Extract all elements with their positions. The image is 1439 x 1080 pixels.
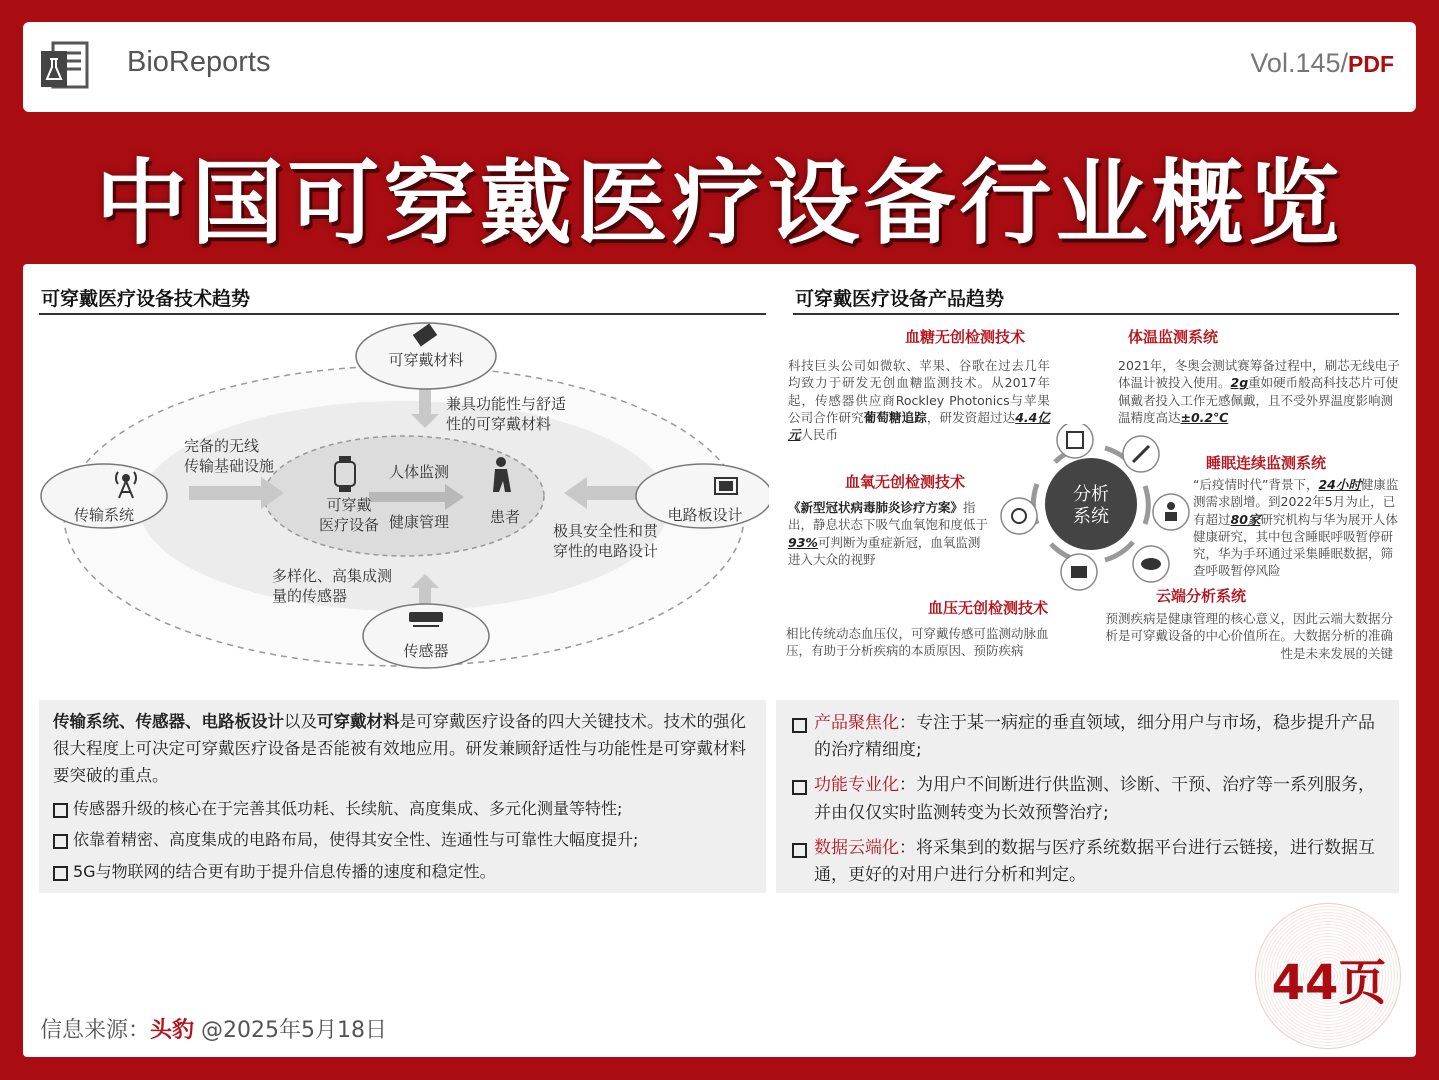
oxygen-guideline: 《新型冠状病毒肺炎诊疗方案》 (788, 500, 964, 515)
sleep-title: 睡眠连续监测系统 (1206, 454, 1327, 472)
glucose-text-bold: 葡萄糖追踪 (863, 409, 927, 425)
sleep-text-part3: 研究机构与华为展开人体健康研究，其中包含睡眠呼吸暂停研究，华为手环通过采集睡眠数据，筛查呼吸暂停风险 (1193, 511, 1398, 579)
report-logo-icon (39, 41, 91, 91)
sleep-text (1193, 476, 1405, 580)
right-section-title: 可穿戴医疗设备产品趋势 (795, 288, 1005, 310)
oxygen-text-part1: 指出，静息状态下吸气血氧饱和度低于 (788, 500, 989, 533)
summary-key-tech: 传输系统、传感器、电路板设计 (53, 712, 284, 731)
oxygen-title: 血氧无创检测技术 (845, 473, 966, 491)
page-title: 中国可穿戴医疗设备行业概览 (95, 150, 1344, 257)
pressure-text: 相比传统动态血压仪，可穿戴传感可监测动脉血压，有助于分析疾病的本质原因、预防疾病 (786, 626, 1049, 659)
tech-summary-box (39, 700, 766, 893)
label-health-management: 健康管理 (388, 513, 449, 531)
oxygen-text (788, 499, 992, 568)
temperature-text-part1: 2021年，冬奥会测试赛筹备过程中，刷芯无线电子体温计被投入使用。 (1118, 358, 1400, 391)
node-sensor: 传感器 (403, 642, 449, 660)
temperature-text-part2: 重如硬币般高科技芯片可使佩戴者投入工作无感佩戴，且不受外界温度影响测温精度高达 (1118, 375, 1399, 425)
source-date: @2025年5月18日 (194, 1018, 388, 1043)
node-circuit-board: 电路板设计 (667, 506, 743, 524)
glucose-title: 血糖无创检测技术 (905, 328, 1026, 346)
brand-name: BioReports (127, 46, 271, 78)
temperature-accuracy: ±0.2℃ (1180, 409, 1229, 425)
glucose-amount: 4.4亿元 (788, 409, 1050, 442)
source-line (40, 1013, 387, 1044)
cloud-icon (1141, 558, 1161, 570)
desc-material: 兼具功能性与舒适 性的可穿戴材料 (446, 395, 567, 434)
blood-pressure-icon (1071, 566, 1087, 578)
summary-key-material: 可穿戴材料 (317, 712, 400, 731)
product-bullet-keyword: 产品聚焦化 (814, 713, 899, 733)
node-transmission-system: 传输系统 (73, 506, 134, 524)
content-panel (23, 264, 1416, 1057)
pdf-tag: PDF (1348, 51, 1394, 77)
volume-number: Vol.145/ (1250, 48, 1348, 78)
product-bullet (792, 710, 1383, 764)
node-wearable-material: 可穿戴材料 (388, 351, 464, 369)
right-section-divider (793, 313, 1399, 315)
page-count: 44页 (1271, 955, 1387, 1011)
cloud-text: 预测疾病是健康管理的核心意义，因此云端大数据分析是可穿戴设备的中心价值所在。大数据分析的准确性是未来发展的关键 (1105, 611, 1393, 661)
product-summary-box (776, 700, 1399, 893)
summary-conjunction: 以及 (284, 712, 317, 731)
header-bar (23, 22, 1416, 112)
volume-label (1250, 48, 1394, 79)
glucose-text-part2: ，研发资超过达 (926, 409, 1016, 425)
sleep-hours: 24小时 (1318, 477, 1361, 492)
tech-trend-diagram (39, 316, 769, 691)
product-bullet (792, 835, 1383, 889)
left-section-divider (39, 313, 766, 315)
page-count-stamp (1255, 903, 1401, 1049)
temperature-text (1118, 357, 1404, 426)
product-bullet-text: ：专注于某一病症的垂直领域，细分用户与市场，稳步提升产品的治疗精细度; (814, 713, 1375, 761)
sleep-text-part1: “后疫情时代”背景下， (1193, 477, 1319, 492)
desc-transmission: 完备的无线 传输基础设施 (184, 437, 275, 476)
product-bullet-text: ：为用户不间断进行供监测、诊断、干预、治疗等一系列服务，并由仅仅实时监测转变为长效预警治疗; (814, 775, 1375, 823)
left-section-title: 可穿戴医疗设备技术趋势 (41, 288, 251, 310)
source-label: 信息来源： (40, 1018, 151, 1043)
oxygen-threshold: 93% (788, 534, 818, 550)
node-patient: 患者 (489, 508, 520, 526)
tech-bullet: 依靠着精密、高度集成的电路布局，使得其安全性、连通性与可靠性大幅度提升; (53, 827, 752, 853)
glucose-text-part3: 人民币 (800, 427, 839, 442)
label-body-monitoring: 人体监测 (388, 463, 449, 481)
product-bullet-keyword: 数据云端化 (814, 837, 899, 858)
desc-sensor: 多样化、高集成测 量的传感器 (272, 567, 393, 606)
glucose-text-part1: 科技巨头公司如微软、苹果、谷歌在过去几年均致力于研发无创血糖监测技术。从2017年起，传感器供应商Rockley Photonics与苹果公司合作研究 (788, 358, 1050, 425)
oxygen-text-part2: 可判断为重症新冠，血氧监测进入大众的视野 (788, 534, 981, 567)
temperature-title: 体温监测系统 (1128, 328, 1219, 346)
source-name: 头豹 (150, 1018, 195, 1043)
tech-bullet: 5G与物联网的结合更有助于提升信息传播的速度和稳定性。 (53, 859, 752, 885)
desc-circuit: 极具安全性和贯 穿性的电路设计 (553, 522, 659, 561)
summary-rest: 是可穿戴医疗设备的四大关键技术。技术的强化很大程度上可决定可穿戴医疗设备是否能被有效地应用。研发兼顾舒适性与功能性是可穿戴材料要突破的重点。 (53, 712, 746, 786)
institution-count: 80家 (1230, 511, 1261, 527)
chip-weight: 2g (1230, 375, 1249, 391)
node-wearable-device: 可穿戴 医疗设备 (318, 496, 379, 534)
product-bullet-text: ：将采集到的数据与医疗系统数据平台进行云链接，进行数据互通，更好的对用户进行分析和判定。 (814, 837, 1375, 885)
analysis-system-label: 分析 系统 (1073, 484, 1109, 527)
pressure-title: 血压无创检测技术 (928, 599, 1049, 617)
tech-summary-text (53, 708, 752, 790)
sleep-text-part2: 健康监测需求剧增。到2022年5月为止，已有超过 (1193, 477, 1399, 527)
product-bullet (792, 772, 1383, 826)
product-bullet-keyword: 功能专业化 (814, 775, 899, 796)
tech-bullet: 传感器升级的核心在于完善其低功耗、长续航、高度集成、多元化测量等特性; (53, 796, 752, 822)
cloud-title: 云端分析系统 (1156, 587, 1247, 605)
